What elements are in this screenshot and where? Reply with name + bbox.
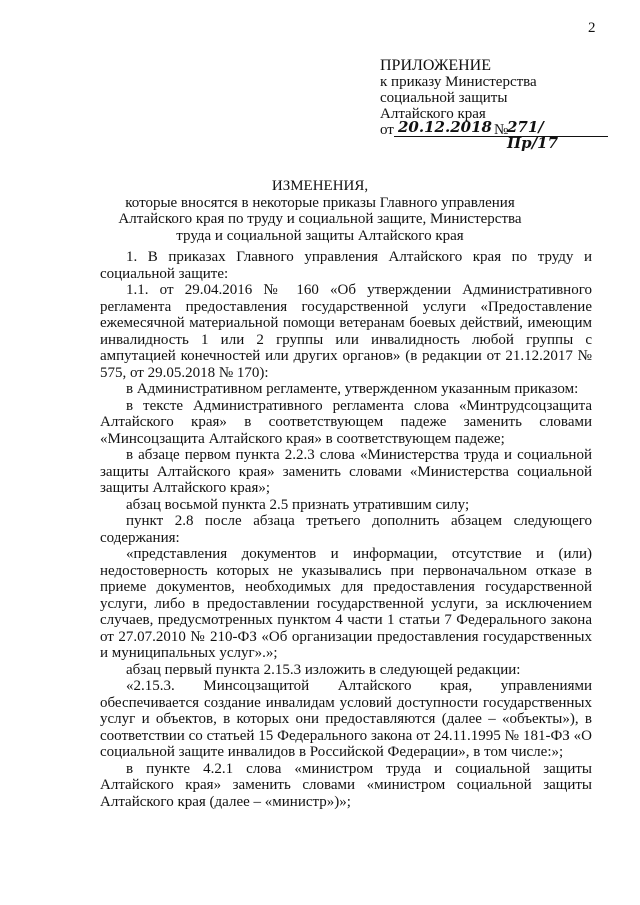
title-heading: ИЗМЕНЕНИЯ, bbox=[271, 178, 369, 194]
title-line-1: которые вносятся в некоторые приказы Главного управления bbox=[125, 194, 515, 211]
number-label: № bbox=[494, 122, 509, 138]
paragraph: в Административном регламенте, утвержденном указанным приказом: bbox=[126, 381, 579, 397]
paragraph: в пункте 4.2.1 слова «министром труда и социальной защиты Алтайского края» заменить словами «министром социальной защиты Алтайского края (далее – «министр»)»; bbox=[100, 760, 592, 810]
document-title bbox=[90, 178, 550, 244]
paragraph: в тексте Административного регламента слова «Минтрудсоцзащита Алтайского края» в соответствующем падеже заменить словами «Минсоцзащита Алтайского края» в соответствующем падеже; bbox=[100, 397, 592, 447]
handwritten-date: 20.12.2018 bbox=[398, 118, 492, 136]
appendix-line-3: Алтайского края bbox=[380, 106, 486, 122]
appendix-heading: ПРИЛОЖЕНИЕ bbox=[380, 57, 492, 74]
page-number: 2 bbox=[588, 20, 596, 36]
paragraph: пункт 2.8 после абзаца третьего дополнить абзацем следующего содержания: bbox=[100, 513, 592, 546]
appendix-line-1: к приказу Министерства bbox=[380, 74, 537, 90]
title-line-3: труда и социальной защиты Алтайского края bbox=[176, 227, 464, 244]
order-date-number bbox=[380, 118, 559, 152]
from-label: от bbox=[380, 122, 394, 138]
signature-underline bbox=[394, 136, 608, 137]
document-body bbox=[100, 249, 592, 810]
paragraph: в абзаце первом пункта 2.2.3 слова «Министерства труда и социальной защиты Алтайского края» заменить словами «Министерства социальной защиты Алтайского края»; bbox=[100, 447, 592, 496]
appendix-line-2: социальной защиты bbox=[380, 90, 508, 106]
appendix-header bbox=[380, 57, 559, 152]
title-line-2: Алтайского края по труду и социальной защите, Министерства bbox=[118, 211, 522, 227]
paragraph: абзац восьмой пункта 2.5 признать утратившим силу; bbox=[126, 496, 470, 513]
paragraph: «представления документов и информации, отсутствие и (или) недостоверность которых не указывались при первоначальном отказе в приеме документов, необходимых для предоставления государственной услуги, либо в предоставлении государственной услуги, за исключением случаев, предусмотренных пунктом 4 части 1 статьи 7 Федерального закона от 27.07.2010 № 210-ФЗ «Об организации предоставления государственных и муниципальных услуг».»; bbox=[100, 546, 592, 661]
paragraph: абзац первый пункта 2.15.3 изложить в следующей редакции: bbox=[126, 661, 521, 678]
paragraph: «2.15.3. Минсоцзащитой Алтайского края, управлениями обеспечивается создание инвалидам условий доступности государственных услуг и объектов, в которых они предоставляются (далее – «объекты»), в соответствии со статьей 15 Федерального закона от 24.11.1995 № 181-ФЗ «О социальной защите инвалидов в Российской Федерации», в том числе:»; bbox=[100, 678, 592, 760]
paragraph: 1. В приказах Главного управления Алтайского края по труду и социальной защите: bbox=[100, 249, 592, 282]
paragraph: 1.1. от 29.04.2016 № 160 «Об утверждении Административного регламента предоставления государственной услуги «Предоставление ежемесячной материальной помощи ветеранам боевых действий, имеющим инвалидность 1 или 2 группы или инвалидность любой группы с ампутацией конечностей или других органов» (в редакции от 21.12.2017 № 575, от 29.05.2018 № 170): bbox=[100, 282, 592, 381]
handwritten-number: 271/Пр/17 bbox=[507, 118, 559, 152]
